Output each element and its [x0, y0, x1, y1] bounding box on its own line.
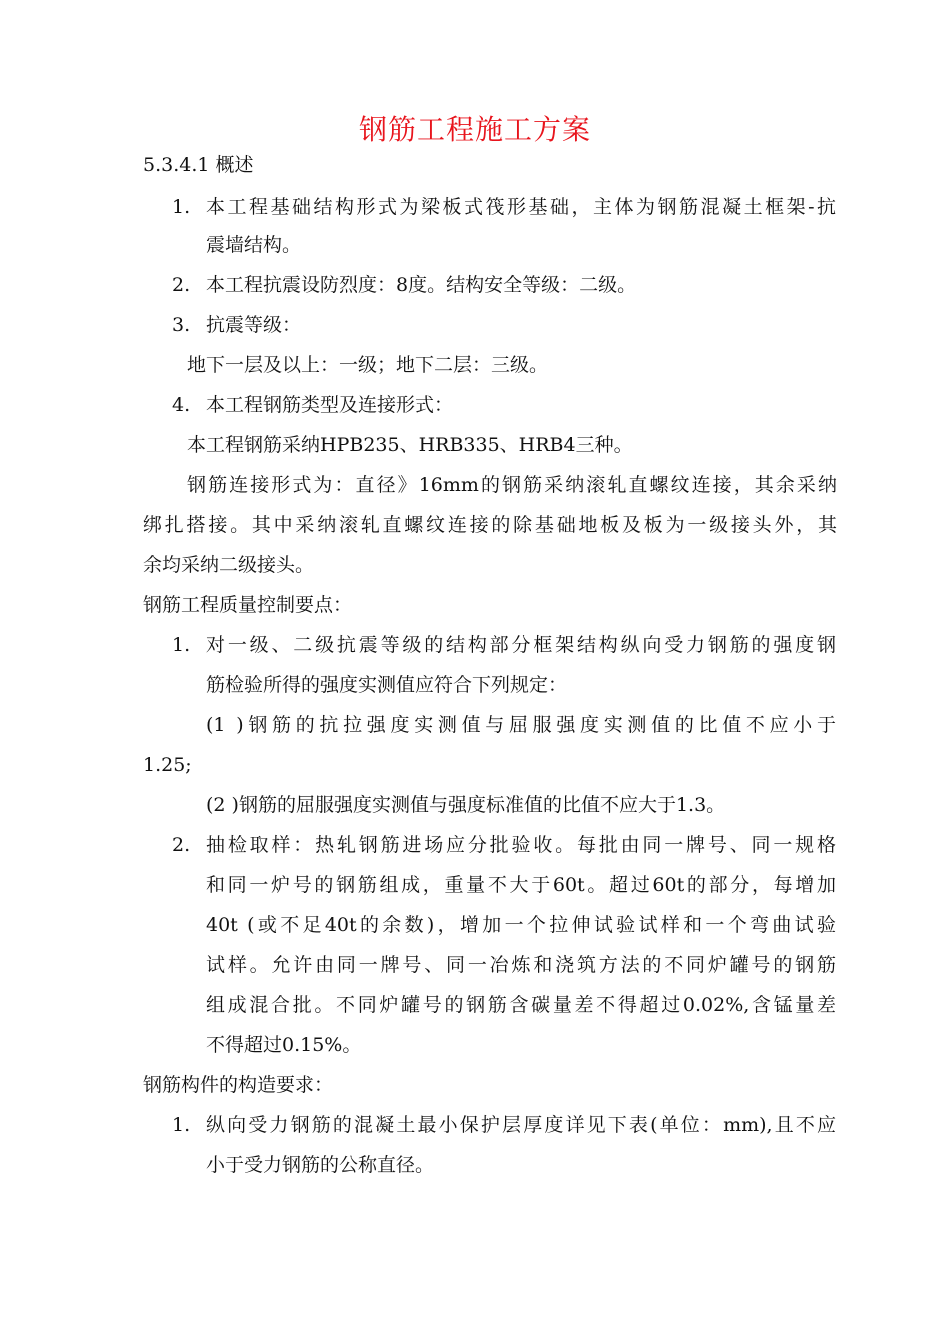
list-number: 2.: [172, 834, 191, 856]
list-number: 1.: [172, 196, 191, 218]
sub-item-text: (1 )钢筋的抗拉强度实测值与屈服强度实测值的比值不应小于: [206, 714, 836, 736]
list-item-text: 抗震等级：: [206, 314, 302, 336]
list-number: 1.: [172, 1114, 191, 1136]
document-title: 钢筋工程施工方案: [358, 113, 591, 146]
list-number: 2.: [172, 274, 191, 296]
list-item-text: 不得超过0.15%。: [206, 1034, 362, 1056]
list-number: 4.: [172, 394, 191, 416]
list-number: 3.: [172, 314, 191, 336]
list-item-text: 本工程抗震设防烈度：8度。结构安全等级：二级。: [206, 274, 637, 296]
paragraph-line: 余均采纳二级接头。: [143, 554, 315, 576]
list-item-detail: 地下一层及以上：一级；地下二层：三级。: [187, 354, 549, 376]
list-item-text: 对一级、二级抗震等级的结构部分框架结构纵向受力钢筋的强度钢: [206, 634, 836, 656]
list-item-text: 本工程基础结构形式为梁板式筏形基础，主体为钢筋混凝土框架-抗: [206, 196, 836, 218]
paragraph-line: 钢筋连接形式为：直径》16mm的钢筋采纳滚轧直螺纹连接，其余采纳: [187, 474, 837, 496]
list-item-text: 筋检验所得的强度实测值应符合下列规定：: [206, 674, 568, 696]
list-item-text: 组成混合批。不同炉罐号的钢筋含碳量差不得超过0.02%,含锰量差: [206, 994, 836, 1016]
construction-heading: 钢筋构件的构造要求：: [143, 1074, 334, 1096]
list-item-text: 本工程钢筋类型及连接形式：: [206, 394, 454, 416]
paragraph-line: 绑扎搭接。其中采纳滚轧直螺纹连接的除基础地板及板为一级接头外，其: [143, 514, 837, 536]
list-item-text: 小于受力钢筋的公称直径。: [206, 1154, 435, 1176]
list-item-text: 40t (或不足40t的余数)，增加一个拉伸试验试样和一个弯曲试验: [206, 914, 836, 936]
sub-item-text: (2 )钢筋的屈服强度实测值与强度标准值的比值不应大于1.3。: [206, 794, 726, 816]
list-number: 1.: [172, 634, 191, 656]
list-item-text: 抽检取样：热轧钢筋进场应分批验收。每批由同一牌号、同一规格: [206, 834, 836, 856]
list-item-text: 纵向受力钢筋的混凝土最小保护层厚度详见下表(单位：mm),且不应: [206, 1114, 836, 1136]
list-item-text: 震墙结构。: [206, 234, 302, 256]
section-heading: 5.3.4.1 概述: [143, 154, 254, 176]
list-item-detail: 本工程钢筋采纳HPB235、HRB335、HRB4三种。: [187, 434, 633, 456]
list-item-text: 和同一炉号的钢筋组成，重量不大于60t。超过60t的部分，每增加: [206, 874, 836, 896]
quality-heading: 钢筋工程质量控制要点：: [143, 594, 353, 616]
sub-item-text: 1.25;: [143, 754, 192, 776]
list-item-text: 试样。允许由同一牌号、同一冶炼和浇筑方法的不同炉罐号的钢筋: [206, 954, 836, 976]
